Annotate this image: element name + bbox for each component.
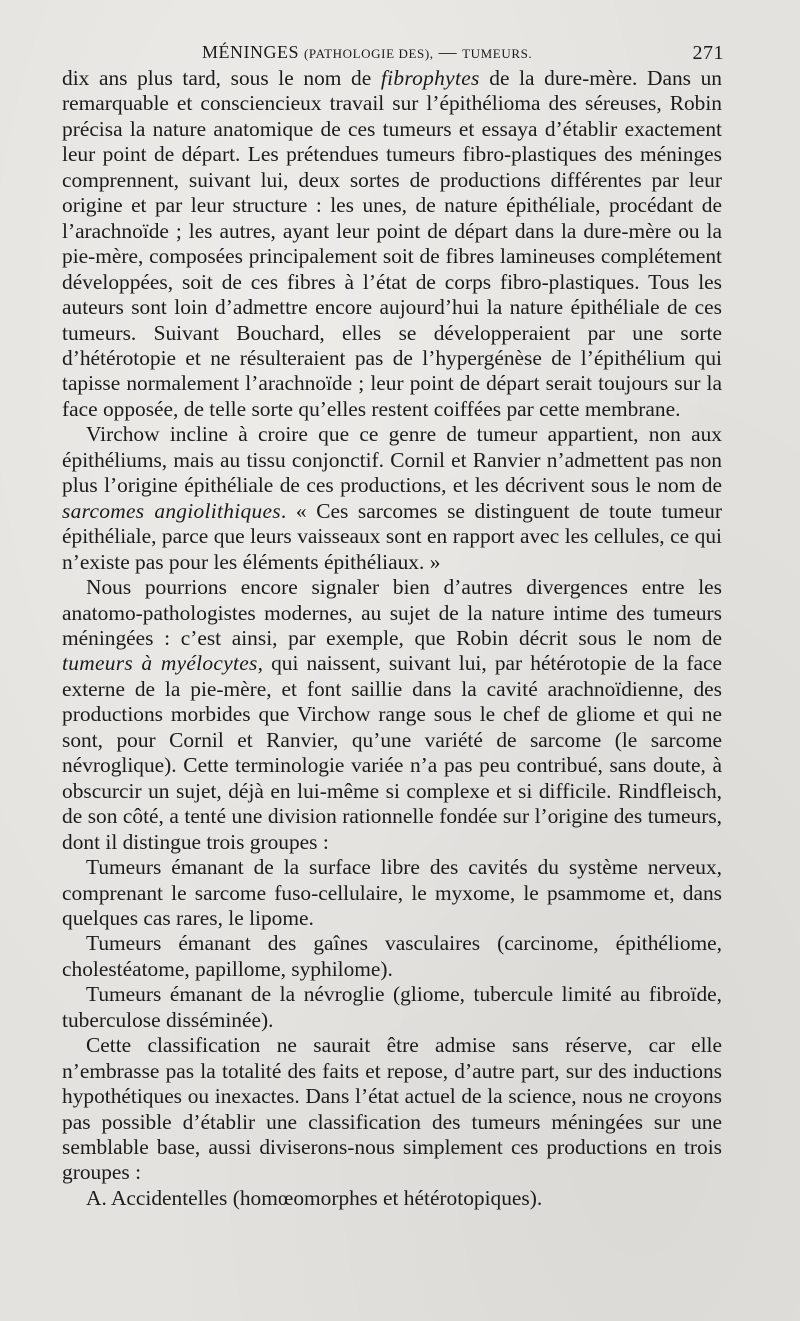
italic-term: tumeurs à myélocytes	[62, 651, 258, 676]
paragraph	[62, 1033, 722, 1186]
text-segment: A. Accidentelles (homœomorphes et hétérotopiques).	[86, 1185, 543, 1210]
italic-term: fibrophytes	[380, 66, 480, 90]
paragraph	[62, 575, 722, 855]
paragraph	[62, 66, 722, 422]
text-segment: Cette classification ne saurait être admise sans réserve, car elle n’embrasse pas la totalité des faits et repose, d’autre part, sur des inductions hypothétiques ou inexactes. Dans l’état actuel de la science, nous ne croyons pas possible d’établir une classification des tumeurs méningées sur une semblable base, aussi diviserons-nous simplement ces productions en trois groupes :	[62, 1033, 722, 1185]
running-title-sub: (PATHOLOGIE DES),	[304, 46, 434, 61]
text-segment: dix ans plus tard, sous le nom de	[62, 66, 381, 90]
paragraph	[62, 855, 722, 931]
text-segment: Tumeurs émanant de la surface libre des cavités du système nerveux, comprenant le sarcome fuso-cellulaire, le myxome, le psammome et, dans quelques cas rares, le lipome.	[62, 855, 722, 930]
body-text	[62, 66, 722, 1211]
text-segment: Virchow incline à croire que ce genre de tumeur appartient, non aux épithéliums, mais au tissu conjonctif. Cornil et Ranvier n’admettent pas non plus l’origine épithéliale de ces productions, et les décrivent sous le nom de	[62, 422, 722, 498]
running-title-separator: —	[438, 42, 458, 62]
text-segment: Tumeurs émanant des gaînes vasculaires (carcinome, épithéliome, cholestéatome, papillome, syphilome).	[62, 931, 722, 981]
paragraph	[62, 982, 722, 1033]
running-title-main: MÉNINGES	[202, 42, 299, 62]
text-segment: . « Ces sarcomes se distinguent de toute tumeur épithéliale, parce que leurs vaisseaux sont en rapport avec les cellules, ce qui n’existe pas pour les éléments épithéliaux. »	[62, 498, 722, 574]
text-segment: Tumeurs émanant de la névroglie (gliome, tubercule limité au fibroïde, tuberculose disséminée).	[62, 982, 722, 1032]
text-segment: Nous pourrions encore signaler bien d’autres divergences entre les anatomo-pathologistes modernes, au sujet de la nature intime des tumeurs méningées : c’est ainsi, par exemple, que Robin décrit sous le nom de	[62, 575, 722, 650]
italic-term: sarcomes angiolithiques	[62, 498, 281, 523]
running-title-topic: TUMEURS.	[462, 46, 533, 61]
page-number: 271	[692, 42, 724, 64]
running-head	[62, 32, 722, 66]
text-segment: de la dure-mère. Dans un remarquable et consciencieux travail sur l’épithélioma des séreuses, Robin précisa la nature anatomique de ces tumeurs et essaya d’établir exactement leur point de départ. Les prétendues tumeurs fibro-plastiques des méninges comprennent, suivant lui, deux sortes de productions différentes par leur origine et par leur structure : les unes, de nature épithéliale, procédant de l’arachnoïde ; les autres, ayant leur point de départ dans la dure-mère ou la pie-mère, composées principalement soit de fibres lamineuses complétement développées, soit de ces fibres à l’état de corps fibro-plastiques. Tous les auteurs sont loin d’admettre encore aujourd’hui la nature épithéliale de ces tumeurs. Suivant Bouchard, elles se développeraient par une sorte d’hétérotopie et ne résulteraient pas de l’hypergénèse de l’épithélium qui tapisse normalement l’arachnoïde ; leur point de départ serait toujours sur la face opposée, de telle sorte qu’elles restent coiffées par cette membrane.	[62, 66, 722, 421]
paragraph	[62, 422, 722, 575]
paragraph	[62, 931, 722, 982]
running-title	[202, 42, 532, 63]
paragraph	[62, 1186, 722, 1211]
text-segment: , qui naissent, suivant lui, par hétérotopie de la face externe de la pie-mère, et font saillie dans la cavité arachnoïdienne, des productions morbides que Virchow range sous le chef de gliome et qui ne sont, pour Cornil et Ranvier, qu’une variété de sarcome (le sarcome névroglique). Cette terminologie variée n’a pas peu contribué, sans doute, à obscurcir un sujet, déjà en lui-même si complexe et si difficile. Rindfleisch, de son côté, a tenté une division rationnelle fondée sur l’origine des tumeurs, dont il distingue trois groupes :	[62, 651, 722, 854]
